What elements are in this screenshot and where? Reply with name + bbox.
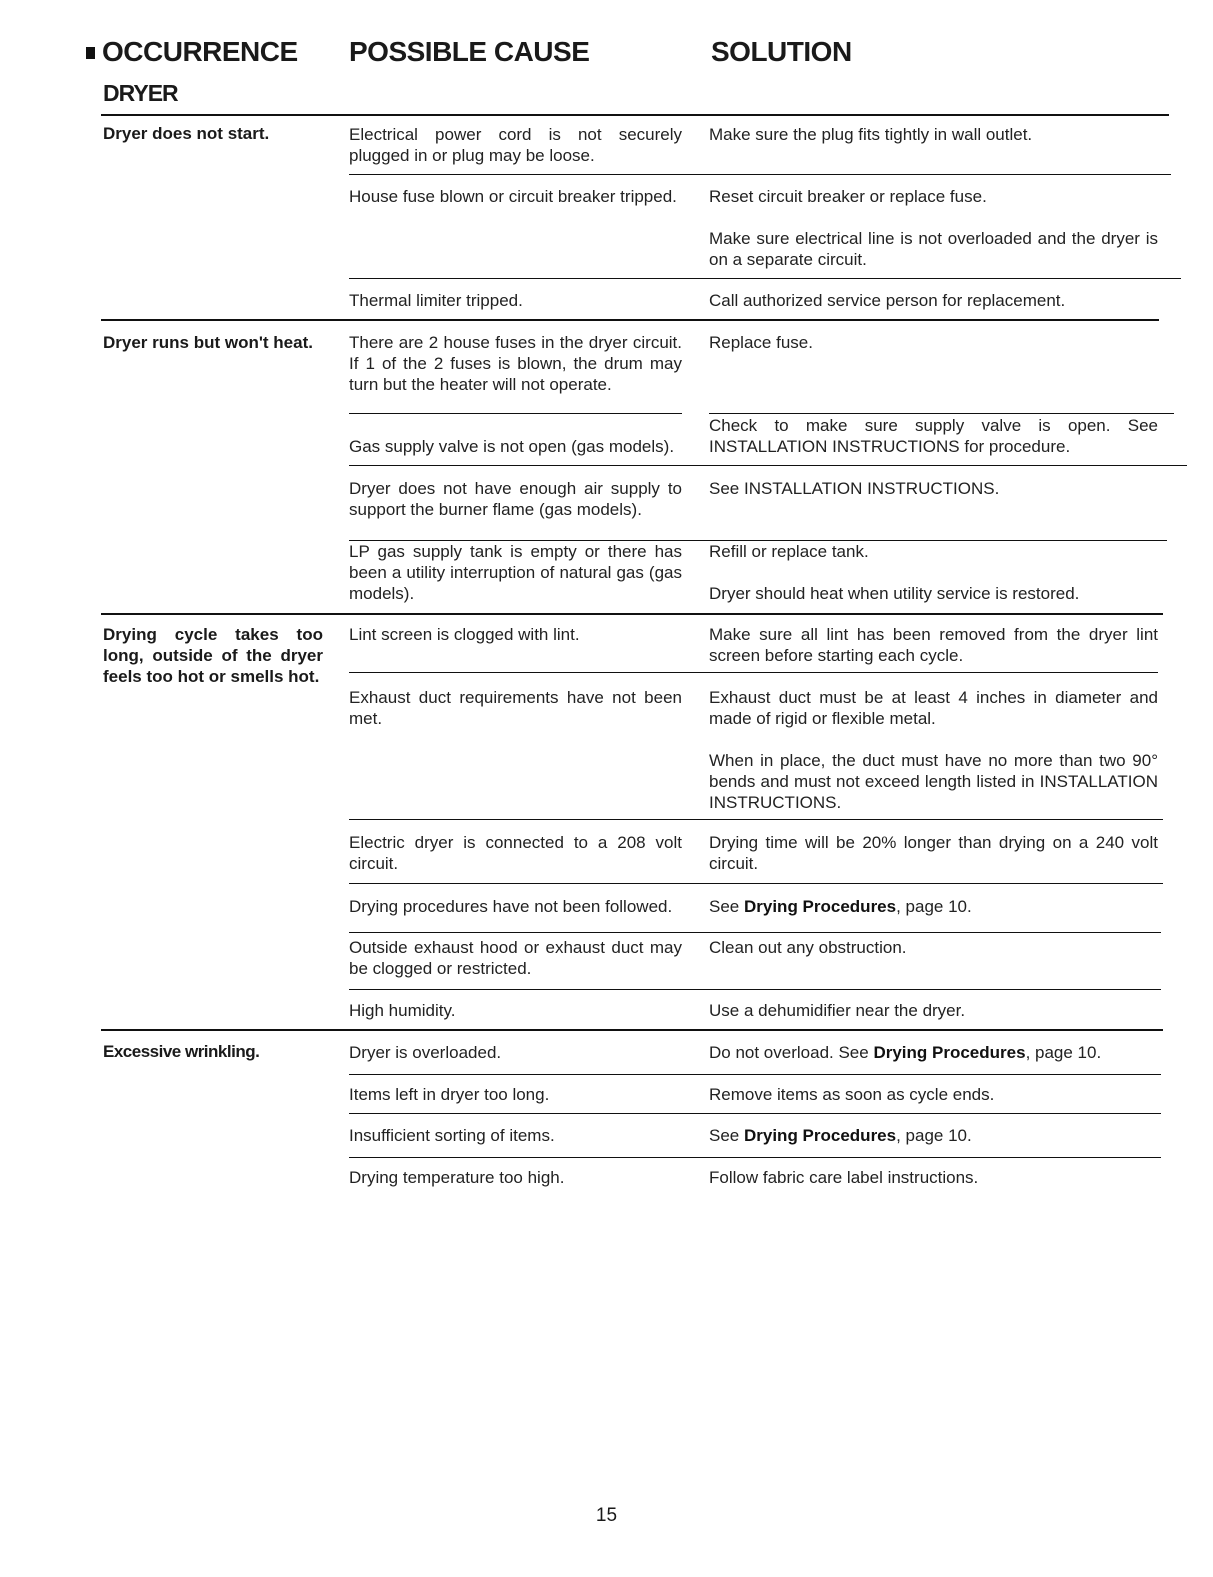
cause-humidity: High humidity. — [349, 1001, 456, 1020]
row-divider — [349, 465, 1187, 466]
cause-gas-valve: Gas supply valve is not open (gas models). — [349, 437, 675, 456]
group-divider — [101, 613, 1163, 615]
cause-exhaust-duct: Exhaust duct requirements have not been met. — [349, 688, 682, 728]
solution-replace-fuse: Replace fuse. — [709, 333, 813, 352]
cause-items-left: Items left in dryer too long. — [349, 1085, 550, 1104]
row-divider — [349, 413, 682, 414]
group-divider — [101, 319, 1159, 321]
group-divider — [101, 1029, 1163, 1031]
solution-utility-restored: Dryer should heat when utility service is restored. — [709, 584, 1080, 603]
possible-cause-header: POSSIBLE CAUSE — [349, 36, 590, 67]
see-prefix: See — [709, 1126, 740, 1145]
solution-clean-obstruction: Clean out any obstruction. — [709, 938, 907, 957]
solution-duct-diameter: Exhaust duct must be at least 4 inches in diameter and made of rigid or flexible metal. — [709, 688, 1158, 728]
row-divider — [709, 413, 1174, 414]
cause-lp-tank: LP gas supply tank is empty or there has been a utility interruption of natural gas (gas models). — [349, 542, 682, 603]
solution-lint-removed: Make sure all lint has been removed from the dryer lint screen before starting each cycle. — [709, 625, 1158, 665]
page-ref: , page 10. — [896, 1126, 972, 1145]
occurrence-wrinkling: Excessive wrinkling. — [103, 1042, 260, 1061]
drying-procedures-ref: Drying Procedures — [873, 1043, 1026, 1062]
row-divider — [349, 1113, 1161, 1114]
cause-fuse-breaker: House fuse blown or circuit breaker tripped. — [349, 187, 677, 206]
page-ref: , page 10. — [896, 897, 972, 916]
solution-see-install: See INSTALLATION INSTRUCTIONS. — [709, 479, 1000, 498]
no-overload-prefix: Do not overload. See — [709, 1043, 869, 1062]
row-divider — [349, 278, 1181, 279]
occurrence-no-heat: Dryer runs but won't heat. — [103, 333, 313, 352]
page-ref: , page 10. — [1025, 1043, 1102, 1062]
square-bullet-icon — [86, 47, 95, 59]
solution-plug: Make sure the plug fits tightly in wall outlet. — [709, 125, 1033, 144]
row-divider — [349, 883, 1163, 884]
solution-supply-valve: Check to make sure supply valve is open. See INSTALLATION INSTRUCTIONS for procedure. — [709, 416, 1158, 456]
cause-power-cord: Electrical power cord is not securely plugged in or plug may be loose. — [349, 125, 682, 165]
cause-exhaust-hood: Outside exhaust hood or exhaust duct may be clogged or restricted. — [349, 938, 682, 978]
row-divider — [349, 932, 1161, 933]
occurrence-dryer-does-not-start: Dryer does not start. — [103, 124, 270, 143]
solution-no-overload — [709, 1042, 1158, 1063]
solution-fabric-care: Follow fabric care label instructions. — [709, 1168, 979, 1187]
row-divider — [349, 174, 1171, 175]
occurrence-long-cycle: Drying cycle takes too long, outside of the dryer feels too hot or smells hot. — [103, 625, 323, 686]
header-rule — [101, 114, 1169, 116]
section-title: DRYER — [103, 80, 178, 106]
solution-dehumidifier: Use a dehumidifier near the dryer. — [709, 1001, 966, 1020]
cause-lint-screen: Lint screen is clogged with lint. — [349, 625, 580, 644]
cause-208-volt: Electric dryer is connected to a 208 volt circuit. — [349, 833, 682, 873]
solution-duct-bends: When in place, the duct must have no more than two 90° bends and must not exceed length listed in INSTALLATION INSTRUCTIONS. — [709, 751, 1158, 812]
row-divider — [349, 1074, 1161, 1075]
solution-header: SOLUTION — [711, 36, 852, 67]
solution-call-service: Call authorized service person for replacement. — [709, 291, 1066, 310]
drying-procedures-ref: Drying Procedures — [743, 1126, 897, 1145]
drying-procedures-ref: Drying Procedures — [743, 897, 897, 916]
occurrence-header — [86, 36, 298, 68]
cause-procedures: Drying procedures have not been followed. — [349, 897, 673, 916]
cause-house-fuses: There are 2 house fuses in the dryer circuit. If 1 of the 2 fuses is blown, the drum may turn but the heater will not operate. — [349, 333, 682, 394]
see-prefix: See — [709, 897, 740, 916]
occurrence-header-label: OCCURRENCE — [102, 36, 298, 67]
solution-see-procedures-1 — [709, 896, 1158, 917]
row-divider — [349, 819, 1163, 820]
cause-thermal-limiter: Thermal limiter tripped. — [349, 291, 523, 310]
cause-sorting: Insufficient sorting of items. — [349, 1126, 555, 1145]
cause-overloaded: Dryer is overloaded. — [349, 1043, 502, 1062]
cause-temperature: Drying temperature too high. — [349, 1168, 565, 1187]
page-number: 15 — [595, 1505, 618, 1526]
row-divider — [349, 672, 1158, 673]
solution-refill-tank: Refill or replace tank. — [709, 542, 869, 561]
solution-overloaded-line: Make sure electrical line is not overloaded and the dryer is on a separate circuit. — [709, 229, 1158, 269]
row-divider — [349, 989, 1161, 990]
cause-air-supply: Dryer does not have enough air supply to support the burner flame (gas models). — [349, 479, 682, 519]
solution-see-procedures-2 — [709, 1125, 1158, 1146]
solution-remove-items: Remove items as soon as cycle ends. — [709, 1085, 995, 1104]
solution-reset-breaker: Reset circuit breaker or replace fuse. — [709, 187, 987, 206]
row-divider — [349, 1157, 1161, 1158]
solution-drying-time: Drying time will be 20% longer than drying on a 240 volt circuit. — [709, 833, 1158, 873]
